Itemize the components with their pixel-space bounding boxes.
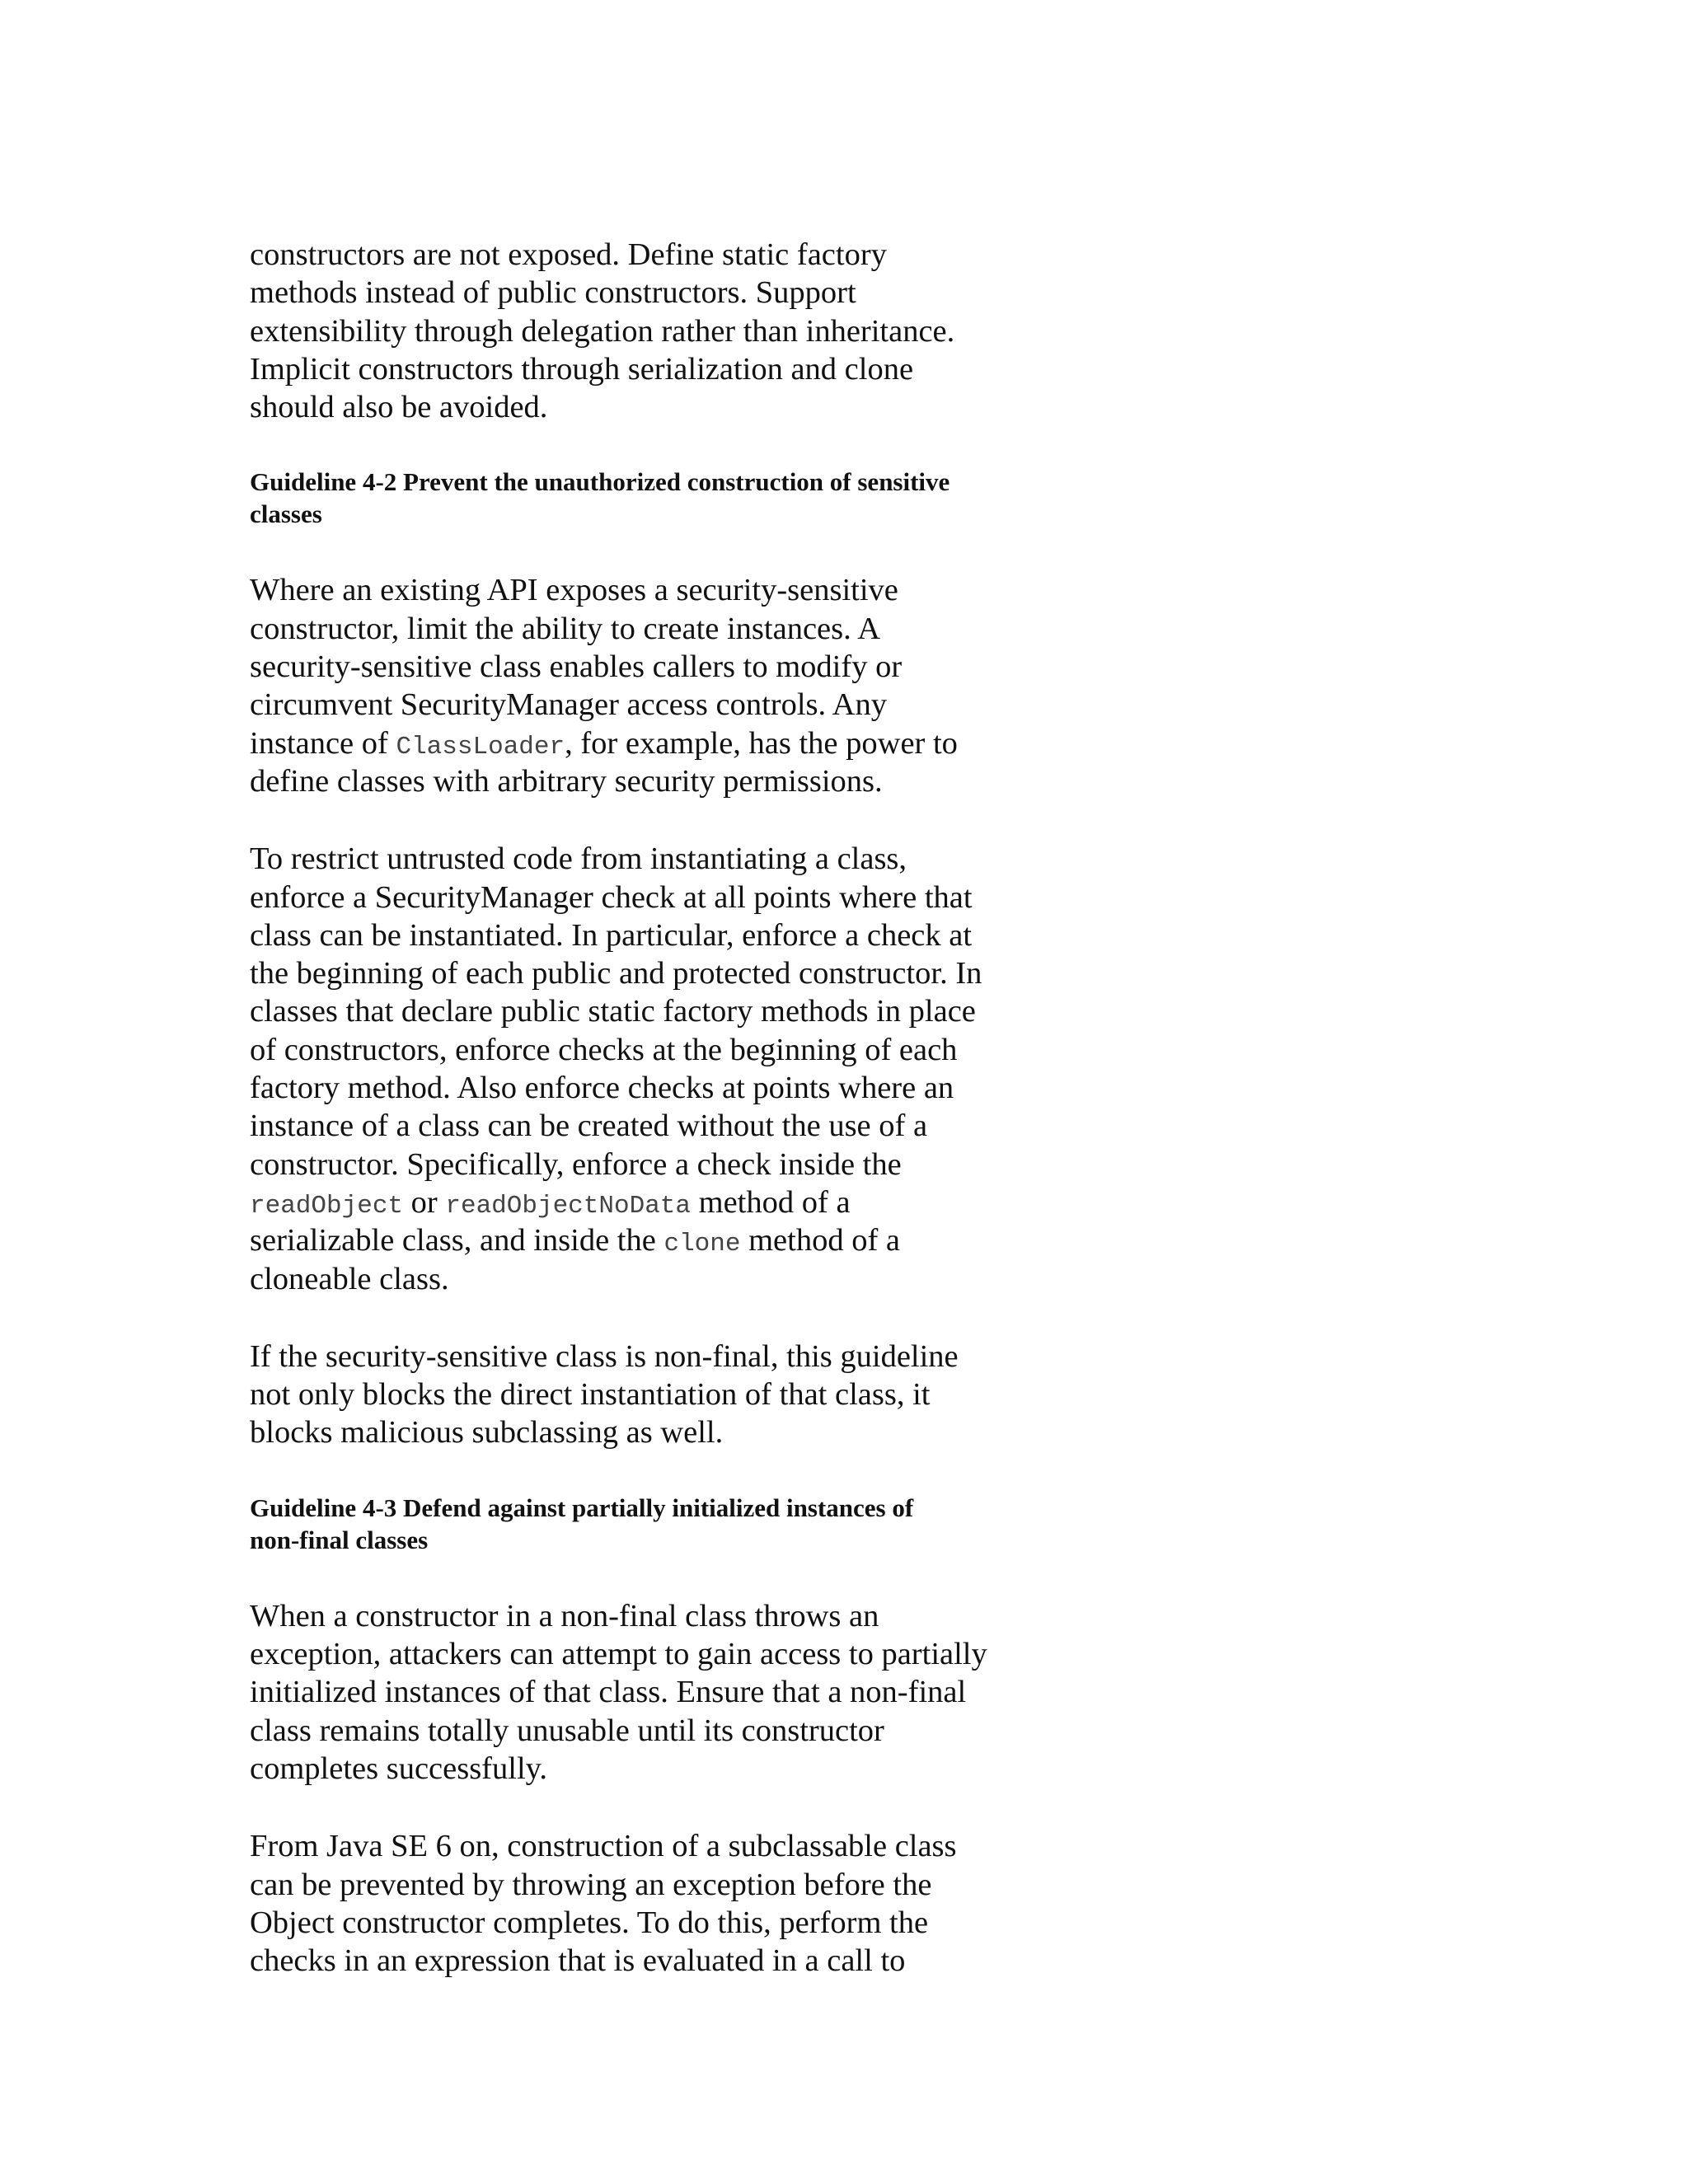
guideline-4-3-heading (250, 1492, 1041, 1556)
text-line: exception, attackers can attempt to gain access to partially (250, 1637, 987, 1672)
text-line: can be prevented by throwing an exception before the (250, 1867, 932, 1902)
text-line: If the security-sensitive class is non-final, this guideline (250, 1338, 959, 1374)
text-line: cloneable class. (250, 1261, 449, 1296)
paragraph-restrict-untrusted-code (250, 840, 1041, 1298)
text-line: instance of a class can be created without the use of a (250, 1108, 928, 1144)
text-line: constructors are not exposed. Define static factory (250, 237, 887, 272)
text-line: Where an existing API exposes a security-sensitive (250, 573, 898, 608)
guideline-4-2-heading (250, 466, 1041, 530)
text-line: define classes with arbitrary security permissions. (250, 763, 883, 799)
text-line (250, 1221, 1041, 1259)
text-line: should also be avoided. (250, 390, 548, 425)
text-line: extensibility through delegation rather than inheritance. (250, 313, 955, 349)
text-fragment: , for example, has the power to (565, 725, 958, 761)
text-line: constructor. Specifically, enforce a check inside the (250, 1146, 902, 1182)
text-line: blocks malicious subclassing as well. (250, 1415, 724, 1451)
text-fragment: method of a (740, 1223, 900, 1258)
paragraph-constructor-throws (250, 1597, 1041, 1788)
text-line: Object constructor completes. To do this, perform the (250, 1905, 929, 1940)
text-line: methods instead of public constructors. Support (250, 275, 856, 311)
paragraph-security-sensitive-constructor (250, 571, 1041, 800)
text-line: initialized instances of that class. Ensure that a non-final (250, 1675, 967, 1710)
text-fragment: serializable class, and inside the (250, 1223, 664, 1258)
text-line: circumvent SecurityManager access controls. Any (250, 687, 887, 723)
text-line: not only blocks the direct instantiation of that class, it (250, 1377, 931, 1413)
text-fragment: or (403, 1184, 446, 1220)
text-line: factory method. Also enforce checks at points where an (250, 1071, 954, 1106)
text-line: enforce a SecurityManager check at all points where that (250, 879, 973, 915)
inline-code-readobjectnodata: readObjectNoData (445, 1191, 692, 1221)
text-fragment: method of a (691, 1184, 851, 1220)
paragraph-constructors-not-exposed (250, 236, 1041, 426)
text-line (250, 724, 1041, 762)
text-line: When a constructor in a non-final class throws an (250, 1598, 879, 1633)
text-column (250, 236, 1041, 1980)
text-line: classes that declare public static factory methods in place (250, 994, 976, 1029)
text-line: From Java SE 6 on, construction of a subclassable class (250, 1829, 957, 1864)
text-line (250, 1183, 1041, 1221)
text-line: Implicit constructors through serialization and clone (250, 351, 914, 387)
text-line: security-sensitive class enables callers to modify or (250, 649, 903, 685)
inline-code-readobject: readObject (250, 1191, 404, 1221)
heading-line: Guideline 4-2 Prevent the unauthorized construction of sensitive (250, 467, 950, 497)
paragraph-non-final-class (250, 1338, 1041, 1452)
paragraph-java-se-6 (250, 1827, 1041, 1980)
heading-line: Guideline 4-3 Defend against partially initialized instances of (250, 1493, 914, 1522)
text-line: of constructors, enforce checks at the beginning of each (250, 1032, 958, 1067)
inline-code-classloader: ClassLoader (396, 732, 565, 762)
text-line: the beginning of each public and protected constructor. In (250, 956, 982, 991)
text-line: checks in an expression that is evaluated in a call to (250, 1943, 906, 1979)
text-line: constructor, limit the ability to create instances. A (250, 611, 881, 646)
text-line: class remains totally unusable until its constructor (250, 1713, 884, 1748)
heading-line: non-final classes (250, 1525, 429, 1554)
heading-line: classes (250, 499, 322, 529)
text-line: To restrict untrusted code from instantiating a class, (250, 841, 907, 877)
text-line: class can be instantiated. In particular, enforce a check at (250, 917, 973, 953)
text-line: completes successfully. (250, 1750, 548, 1786)
text-fragment: instance of (250, 725, 396, 761)
inline-code-clone: clone (663, 1230, 741, 1259)
